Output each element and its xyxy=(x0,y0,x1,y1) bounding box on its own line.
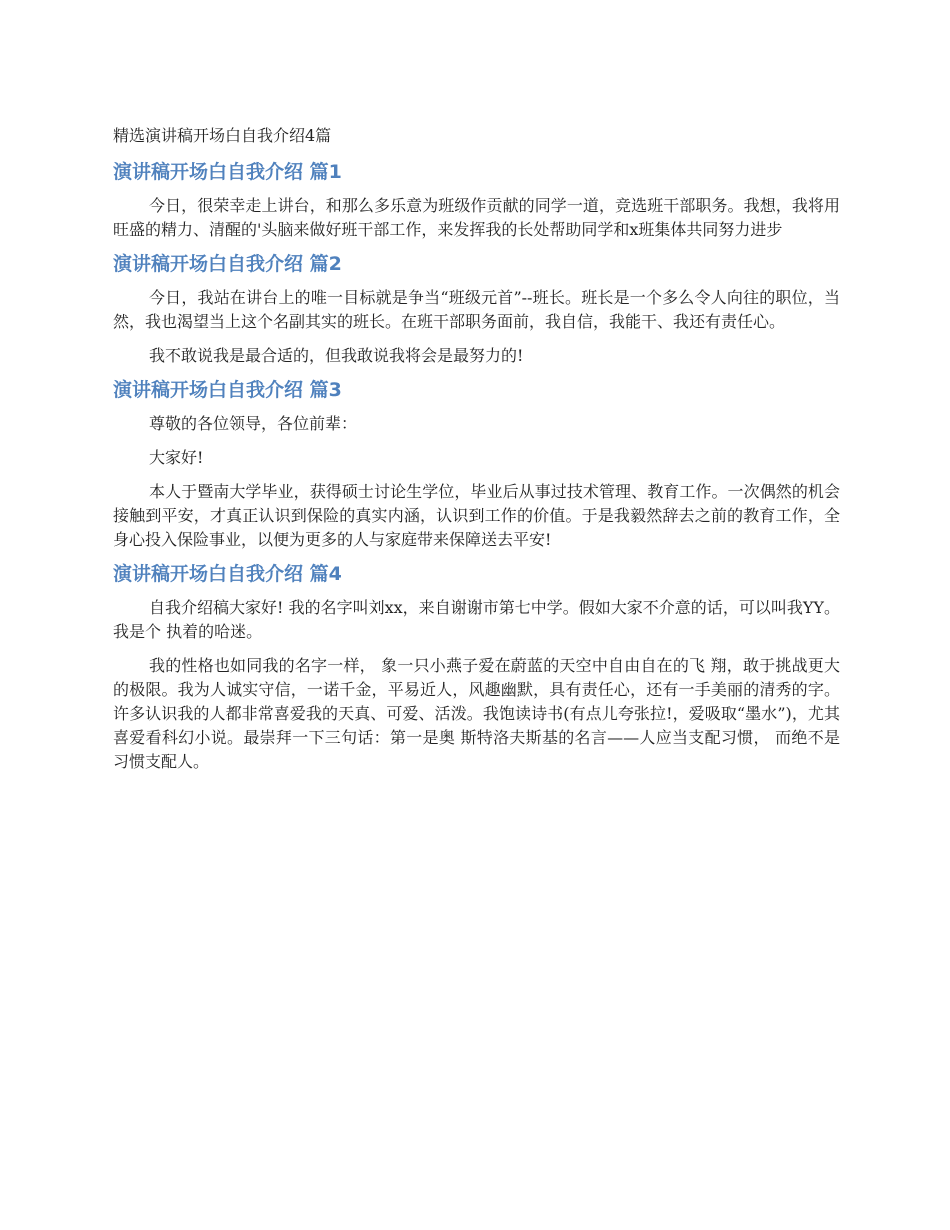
paragraph: 我的性格也如同我的名字一样， 象一只小燕子爱在蔚蓝的天空中自由自在的飞 翔，敢于挑战更大的极限。我为人诚实守信，一诺千金，平易近人，风趣幽默，具有责任心，还有一手美丽的清秀的字。许多认识我的人都非常喜爱我的天真、可爱、活泼。我饱读诗书(有点儿夸张拉!，爱吸取“墨水”)，尤其喜爱看科幻小说。最崇拜一下三句话：第一是奥 斯特洛夫斯基的名言——人应当支配习惯， 而绝不是习惯支配人。 xyxy=(113,656,840,771)
document-body xyxy=(113,124,840,784)
paragraph: 尊敬的各位领导，各位前辈： xyxy=(149,414,358,433)
paragraph: 我不敢说我是最合适的，但我敢说我将会是最努力的! xyxy=(149,346,524,365)
paragraph: 自我介绍稿大家好! 我的名字叫刘xx，来自谢谢市第七中学。假如大家不介意的话，可以叫我YY。我是个 执着的哈迷。 xyxy=(113,598,840,641)
section-heading: 演讲稿开场白自我介绍 篇1 xyxy=(113,161,342,183)
section-heading: 演讲稿开场白自我介绍 篇4 xyxy=(113,563,342,585)
paragraph: 今日，我站在讲台上的唯一目标就是争当“班级元首”--班长。班长是一个多么令人向往的职位，当然，我也渴望当上这个名副其实的班长。在班干部职务面前，我自信，我能干、我还有责任心。 xyxy=(113,288,840,331)
section-1 xyxy=(113,160,840,242)
document-title: 精选演讲稿开场白自我介绍4篇 xyxy=(113,126,332,145)
section-4 xyxy=(113,562,840,774)
paragraph: 大家好! xyxy=(149,448,204,467)
section-heading: 演讲稿开场白自我介绍 篇3 xyxy=(113,379,342,401)
section-2 xyxy=(113,252,840,368)
section-3 xyxy=(113,378,840,552)
paragraph: 本人于暨南大学毕业，获得硕士讨论生学位，毕业后从事过技术管理、教育工作。一次偶然的机会接触到平安，才真正认识到保险的真实内涵，认识到工作的价值。于是我毅然辞去之前的教育工作，全身心投入保险事业，以便为更多的人与家庭带来保障送去平安! xyxy=(113,482,840,549)
paragraph: 今日，很荣幸走上讲台，和那么多乐意为班级作贡献的同学一道，竞选班干部职务。我想，我将用旺盛的精力、清醒的'头脑来做好班干部工作，来发挥我的长处帮助同学和x班集体共同努力进步 xyxy=(113,196,840,239)
section-heading: 演讲稿开场白自我介绍 篇2 xyxy=(113,253,342,275)
